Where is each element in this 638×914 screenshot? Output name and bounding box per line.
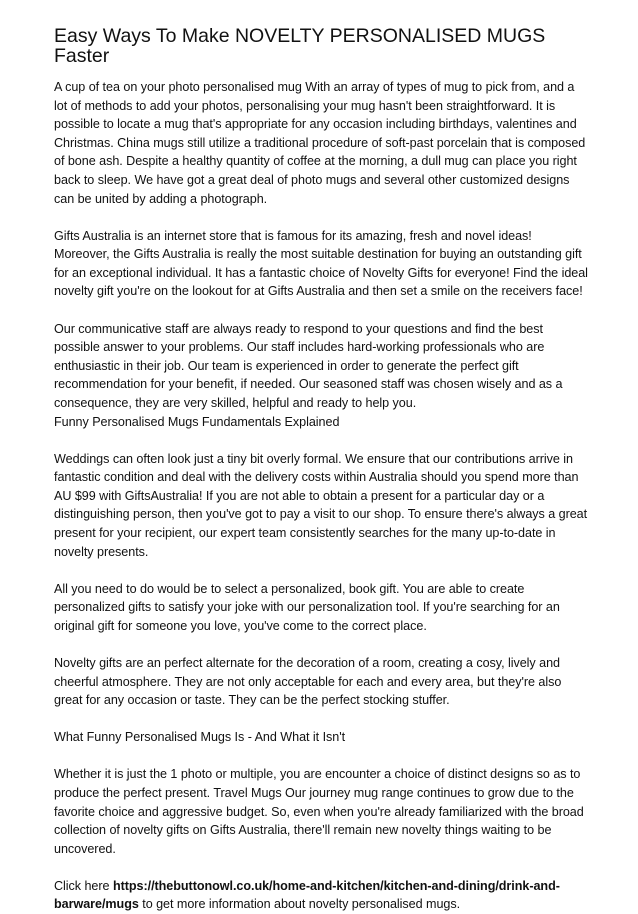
paragraph-closing [54,877,590,914]
document-page [54,26,590,914]
closing-suffix: to get more information about novelty personalised mugs. [138,897,461,912]
paragraph-gifts-australia: Gifts Australia is an internet store that is famous for its amazing, fresh and novel ideas! Moreover, the Gifts Australia is really the most suitable destination for buying an outstanding gift for an exceptional individual. It has a fantastic choice of Novelty Gifts for everyone! Find the ideal novelty gift you're on the lookout for at Gifts Australia and then set a smile on the receivers face! [54,228,588,299]
document-title: Easy Ways To Make NOVELTY PERSONALISED MUGS Faster [54,25,546,67]
mugs-link[interactable]: https://thebuttonowl.co.uk/home-and-kitchen/kitchen-and-dining/drink-and-barware/mugs [54,878,560,912]
paragraph-intro: A cup of tea on your photo personalised mug With an array of types of mug to pick from, and a lot of methods to add your photos, personalising your mug hasn't been straightforward. It is possible to locate a mug that's appropriate for any occasion including birthdays, valentines and Christmas. China mugs still utilize a traditional procedure of soft-past porcelain that is composed of bone ash. Despite a healthy quantity of coffee at the morning, a dull mug can place you right back to sleep. We have got a great deal of photo mugs and several other customized designs can be united by adding a photograph. [54,80,586,206]
paragraph-novelty-decoration: Novelty gifts are an perfect alternate for the decoration of a room, creating a cosy, lively and cheerful atmosphere. They are not only acceptable for each and every area, but they're also great for any occasion or taste. They can be the perfect stocking stuffer. [54,655,562,708]
paragraph-photo-designs: Whether it is just the 1 photo or multiple, you are encounter a choice of distinct designs so as to produce the perfect present. Travel Mugs Our journey mug range continues to grow due to the favorite choice and aggressive budget. So, even when you're already familiarized with the broad collection of novelty gifts on Gifts Australia, there'll remain new novelty things waiting to be uncovered. [54,767,584,856]
paragraph-staff: Our communicative staff are always ready to respond to your questions and find the best possible answer to your problems. Our staff includes hard-working professionals who are enthusiastic in their job. Our team is experienced in order to generate the perfect gift recommendation for your benefit, if needed. Our seasoned staff was chosen wisely and as a consequence, they are very skilled, helpful and ready to help you. [54,321,563,410]
closing-prefix: Click here [54,878,113,893]
subheading-what-it-is: What Funny Personalised Mugs Is - And What it Isn't [54,730,346,745]
subheading-fundamentals: Funny Personalised Mugs Fundamentals Explained [54,414,340,429]
paragraph-select-gift: All you need to do would be to select a personalized, book gift. You are able to create personalized gifts to satisfy your joke with our personalization tool. If you're searching for an original gift for someone you love, you've come to the correct place. [54,581,560,633]
paragraph-weddings: Weddings can often look just a tiny bit overly formal. We ensure that our contributions arrive in fantastic condition and deal with the delivery costs within Australia should you spend more than AU $99 with GiftsAustralia! If you are not able to obtain a present for a particular day or a distinguishing person, then you've got to pay a visit to our shop. To ensure there's always a great present for your recipient, our expert team consistently searches for the many up-to-date in novelty presents. [54,451,588,559]
